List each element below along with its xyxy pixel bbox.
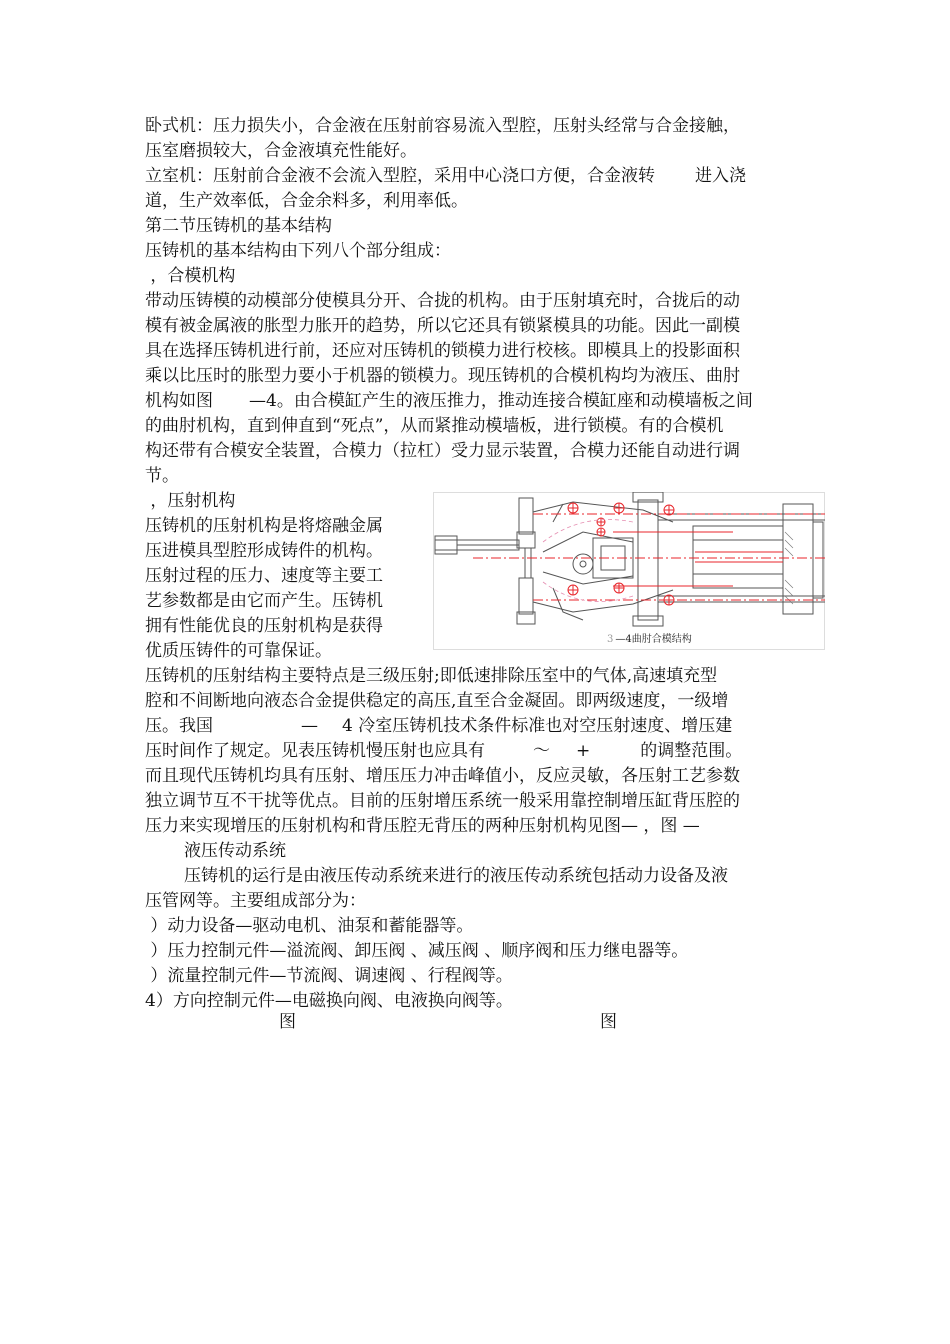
figure-caption [607,633,692,647]
text-line: 压射过程的压力、速度等主要工 [145,566,383,586]
list-item: ）流量控制元件—节流阀、调速阀 、行程阀等。 [145,966,513,986]
text-line: 构还带有合模安全装置，合模力（拉杠）受力显示装置，合模力还能自动进行调 [145,441,740,461]
text-line: 压铸机的基本结构由下列八个部分组成： [145,241,451,261]
text-line: 乘以比压时的胀型力要小于机器的锁模力。现压铸机的合模机构均为液压、曲肘 [145,366,740,386]
text-line: 优质压铸件的可靠保证。 [145,641,332,661]
figure-caption-text: —4曲肘合模结构 [615,634,692,645]
text-line: 压管网等。主要组成部分为： [145,891,366,911]
text-line [145,739,742,763]
text-line: 卧式机：压力损失小，合金液在压射前容易流入型腔，压射头经常与合金接触， [145,116,740,136]
text-fragment: 立室机：压射前合金液不会流入型腔，采用中心浇口方便，合金液转 [145,166,655,186]
text-fragment: 进入浇 [695,166,746,186]
text-line [145,714,732,738]
text-line: 压进模具型腔形成铸件的机构。 [145,541,383,561]
text-fragment: 机构如图 [145,391,213,411]
subsection-heading: 液压传动系统 [184,841,286,861]
list-item: ）压力控制元件—溢流阀、卸压阀 、减压阀 、顺序阀和压力继电器等。 [145,941,689,961]
text-line: 道，生产效率低，合金余料多，利用率低。 [145,191,468,211]
text-line: 压铸机的压射结构主要特点是三级压射;即低速排除压室中的气体,高速填充型 [145,666,718,686]
text-line: 模有被金属液的胀型力胀开的趋势，所以它还具有锁紧模具的功能。因此一副模 [145,316,740,336]
text-line: 压铸机的压射机构是将熔融金属 [145,516,383,536]
text-fragment: 4 冷室压铸机技术条件标准也对空压射速度、增压建 [342,716,733,736]
text-line: 节。 [145,466,179,486]
text-fragment: —4。由合模缸产生的液压推力，推动连接合模缸座和动模墙板之间 [249,391,753,411]
text-line: 腔和不间断地向液态合金提供稳定的高压,直至合金凝固。即两级速度，一级增 [145,691,729,711]
subsection-heading: ，压射机构 [145,491,236,511]
text-line [145,164,746,188]
text-line: 拥有性能优良的压射机构是获得 [145,616,383,636]
text-line: 艺参数都是由它而产生。压铸机 [145,591,383,611]
text-fragment: + [576,741,591,761]
text-line: 而且现代压铸机均具有压射、增压压力冲击峰值小，反应灵敏，各压射工艺参数 [145,766,740,786]
list-item: ）动力设备—驱动电机、油泵和蓄能器等。 [145,916,474,936]
text-fragment: — [301,716,318,736]
text-line: 压铸机的运行是由液压传动系统来进行的液压传动系统包括动力设备及液 [184,866,728,886]
text-fragment: 的调整范围。 [640,741,743,761]
text-fragment: 压。我国 [145,716,213,736]
text-line: 压室磨损较大，合金液填充性能好。 [145,141,417,161]
text-line: 独立调节互不干扰等优点。目前的压射增压系统一般采用靠控制增压缸背压腔的 [145,791,740,811]
text-fragment: 压时间作了规定。见表压铸机慢压射也应具有 [145,741,485,761]
list-item: 4）方向控制元件—电磁换向阀、电液换向阀等。 [145,991,513,1011]
figure-label-left: 图 [279,1012,296,1032]
text-line [145,389,753,413]
text-fragment: ～ [533,741,550,761]
text-line: 压力来实现增压的压射机构和背压腔无背压的两种压射机构见图— ，图 — [145,816,700,836]
toggle-clamp-mechanism-drawing [433,492,825,650]
subsection-heading: ，合模机构 [145,266,236,286]
text-line: 的曲肘机构，直到伸直到“死点”，从而紧推动模墙板，进行锁模。有的合模机 [145,416,724,436]
figure-number: 3 [607,634,614,645]
text-line: 带动压铸模的动模部分使模具分开、合拢的机构。由于压射填充时，合拢后的动 [145,291,740,311]
text-line: 具在选择压铸机进行前，还应对压铸机的锁模力进行校核。即模具上的投影面积 [145,341,740,361]
section-title: 第二节压铸机的基本结构 [145,216,332,236]
figure-label-right: 图 [600,1012,617,1032]
